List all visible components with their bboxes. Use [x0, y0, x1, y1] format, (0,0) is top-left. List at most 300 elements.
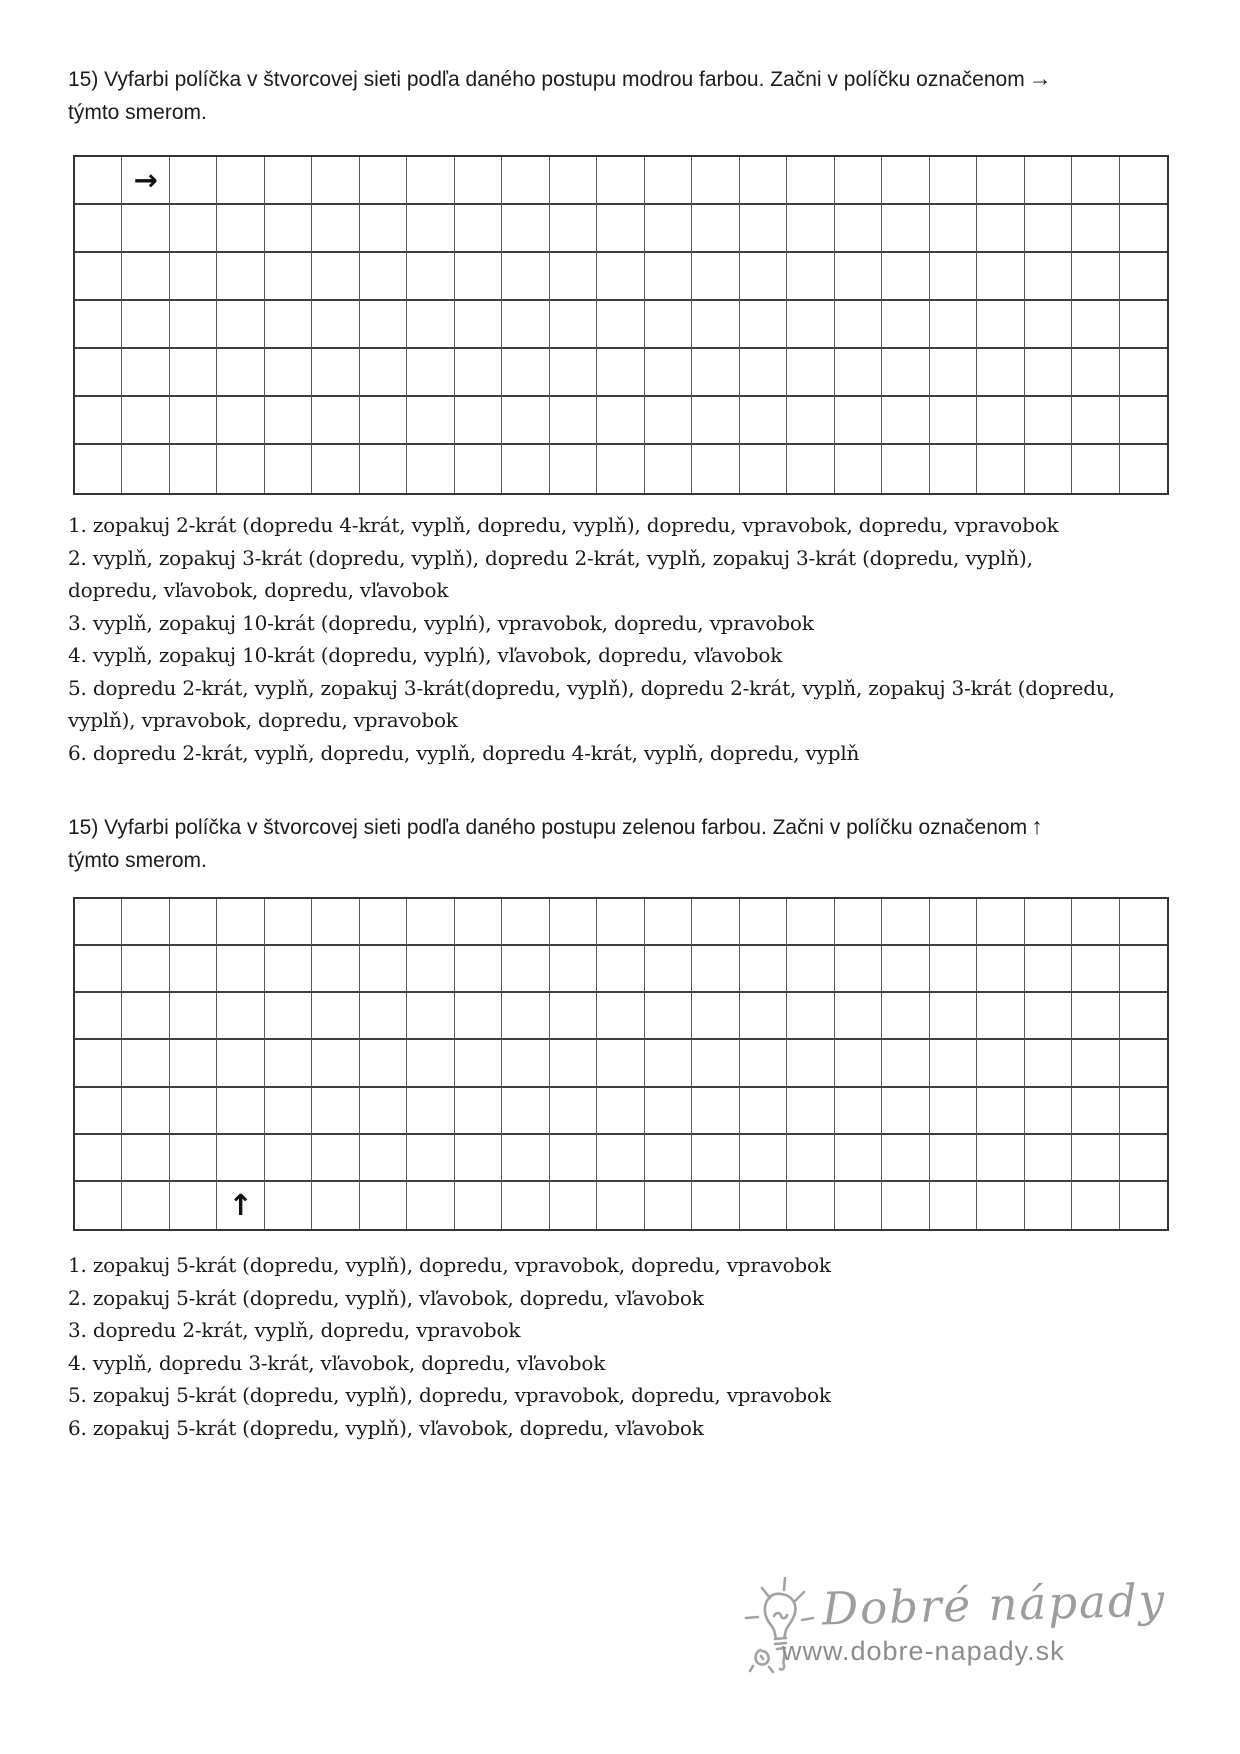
instruction-step: 4. vyplň, zopakuj 10-krát (dopredu, vyplń), vľavobok, dopredu, vľavobok: [68, 643, 783, 667]
grid-cell: [1025, 301, 1072, 349]
instruction-step: 3. dopredu 2-krát, vyplň, dopredu, vpravobok: [68, 1318, 521, 1342]
grid-cell: [407, 349, 454, 397]
grid-cell: [1120, 1040, 1167, 1087]
grid-cell: [835, 157, 882, 205]
grid-cell: [740, 301, 787, 349]
grid-cell: [645, 445, 692, 493]
grid-cell: [1025, 397, 1072, 445]
grid-cell: [1120, 993, 1167, 1040]
grid-cell: [170, 1135, 217, 1182]
grid-cell: [170, 301, 217, 349]
grid-cell: [1120, 1182, 1167, 1229]
grid-cell: [1025, 1182, 1072, 1229]
grid-cell: [75, 899, 122, 946]
grid-cell: [740, 1040, 787, 1087]
grid-cell: [550, 301, 597, 349]
instruction-step: 4. vyplň, dopredu 3-krát, vľavobok, dopredu, vľavobok: [68, 1350, 606, 1375]
grid-cell: [930, 899, 977, 946]
grid-cell: [217, 157, 264, 205]
grid-cell: [835, 1182, 882, 1229]
grid-cell: [502, 993, 549, 1040]
grid-cell: [455, 899, 502, 946]
grid-cell: [122, 1135, 169, 1182]
grid-cell: [360, 253, 407, 301]
grid-cell: [122, 157, 169, 205]
grid-cell: [1120, 205, 1167, 253]
grid-cell: [645, 899, 692, 946]
grid-cell: [312, 445, 359, 493]
grid-cell: [122, 205, 169, 253]
grid-cell: [977, 301, 1024, 349]
grid-cell: [740, 253, 787, 301]
grid-cell: [930, 1182, 977, 1229]
grid-cell: [835, 445, 882, 493]
grid-cell: [360, 1135, 407, 1182]
grid-cell: [1025, 946, 1072, 993]
grid-cell: [75, 349, 122, 397]
grid-cell: [1120, 445, 1167, 493]
grid-cell: [882, 1088, 929, 1135]
grid-cell: [1025, 349, 1072, 397]
grid-cell: [407, 1088, 454, 1135]
grid-cell: [550, 157, 597, 205]
grid-cell: [740, 205, 787, 253]
grid-cell: [265, 1182, 312, 1229]
start-marker-arrow: →: [133, 162, 158, 197]
grid-cell: [740, 157, 787, 205]
grid-cell: [170, 1182, 217, 1229]
grid-cell: [502, 445, 549, 493]
grid-cell: [645, 1088, 692, 1135]
grid-cell: [645, 253, 692, 301]
grid-cell: [502, 946, 549, 993]
grid-cell: [312, 1182, 359, 1229]
grid-cell: [550, 349, 597, 397]
exercise1-instructions: [68, 509, 1116, 769]
grid-cell: [502, 397, 549, 445]
grid-cell: [787, 157, 834, 205]
grid-cell: [1120, 397, 1167, 445]
grid-cell: [882, 1182, 929, 1229]
grid-cell: [1120, 349, 1167, 397]
grid-cell: [882, 1135, 929, 1182]
grid-cell: [977, 157, 1024, 205]
grid-cell: [312, 1040, 359, 1087]
grid-cell: [360, 1040, 407, 1087]
grid-cell: [1120, 1135, 1167, 1182]
grid-cell: [645, 205, 692, 253]
grid-cell: [882, 253, 929, 301]
grid-cell: [597, 445, 644, 493]
grid-cell: [312, 993, 359, 1040]
grid-cell: [455, 1088, 502, 1135]
instruction-step: 2. zopakuj 5-krát (dopredu, vyplň), vľavobok, dopredu, vľavobok: [68, 1285, 704, 1310]
grid-cell: [360, 349, 407, 397]
grid-cell: [645, 349, 692, 397]
grid-cell: [692, 1040, 739, 1087]
grid-cell: [407, 397, 454, 445]
grid-cell: [502, 301, 549, 349]
grid-cell: [407, 1182, 454, 1229]
grid-cell: [787, 301, 834, 349]
grid-cell: [407, 946, 454, 993]
grid-cell: [455, 397, 502, 445]
grid-cell: [1120, 1088, 1167, 1135]
grid-cell: [360, 1182, 407, 1229]
grid-cell: [75, 157, 122, 205]
grid-cell: [360, 946, 407, 993]
grid-cell: [1120, 899, 1167, 946]
grid-cell: [882, 397, 929, 445]
grid-cell: [930, 205, 977, 253]
grid-cell: [977, 1135, 1024, 1182]
grid-cell: [597, 301, 644, 349]
grid-cell: [597, 205, 644, 253]
grid-cell: [170, 397, 217, 445]
grid-cell: [692, 349, 739, 397]
start-marker-arrow: ↑: [228, 1187, 253, 1222]
grid-cell: [122, 993, 169, 1040]
grid-cell: [1025, 445, 1072, 493]
grid-cell: [740, 1182, 787, 1229]
grid-cell: [502, 349, 549, 397]
grid-cell: [265, 946, 312, 993]
grid-cell: [550, 397, 597, 445]
grid-cell: [1025, 1135, 1072, 1182]
grid-cell: [692, 205, 739, 253]
grid-cell: [455, 445, 502, 493]
grid-cell: [787, 205, 834, 253]
grid-cell: [977, 993, 1024, 1040]
grid-cell: [217, 946, 264, 993]
grid-cell: [122, 899, 169, 946]
grid-cell: [645, 993, 692, 1040]
grid-cell: [550, 205, 597, 253]
grid-cell: [455, 946, 502, 993]
grid-cell: [597, 899, 644, 946]
grid-cell: [1025, 253, 1072, 301]
grid-cell: [75, 1088, 122, 1135]
grid-cell: [930, 445, 977, 493]
grid-cell: [360, 301, 407, 349]
grid-cell: [265, 349, 312, 397]
grid-cell: [75, 205, 122, 253]
grid-cell: [597, 1182, 644, 1229]
grid-cell: [787, 445, 834, 493]
grid-cell: [597, 157, 644, 205]
grid-cell: [550, 899, 597, 946]
grid-cell: [502, 157, 549, 205]
grid-cell: [930, 157, 977, 205]
grid-cell: [75, 1040, 122, 1087]
grid-cell: [360, 1088, 407, 1135]
grid-cell: [75, 1182, 122, 1229]
grid-cell: [265, 253, 312, 301]
grid-cell: [597, 1135, 644, 1182]
grid-cell: [217, 253, 264, 301]
grid-cell: [835, 397, 882, 445]
grid-cell: [835, 1088, 882, 1135]
grid-cell: [597, 1088, 644, 1135]
grid-cell: [930, 397, 977, 445]
exercise1-title: [68, 62, 1088, 129]
grid-cell: [835, 205, 882, 253]
grid-cell: [217, 1135, 264, 1182]
grid-cell: [312, 899, 359, 946]
grid-cell: [882, 993, 929, 1040]
grid-cell: [360, 205, 407, 253]
grid-cell: [407, 157, 454, 205]
grid-cell: [75, 397, 122, 445]
grid-cell: [122, 1088, 169, 1135]
grid-cell: [977, 349, 1024, 397]
grid-cell: [645, 946, 692, 993]
grid-cell: [1072, 205, 1119, 253]
grid-cell: [692, 397, 739, 445]
grid-cell: [1072, 301, 1119, 349]
grid-cell: [977, 1040, 1024, 1087]
grid-cell: [360, 993, 407, 1040]
grid-cell: [265, 993, 312, 1040]
grid-cell: [455, 253, 502, 301]
grid-cell: [1072, 157, 1119, 205]
grid-cell: [217, 899, 264, 946]
grid-cell: [692, 157, 739, 205]
grid-cell: [217, 1040, 264, 1087]
grid-cell: [645, 1135, 692, 1182]
grid-cell: [75, 993, 122, 1040]
grid-cell: [882, 349, 929, 397]
grid-cell: [692, 1088, 739, 1135]
grid-cell: [692, 253, 739, 301]
grid-cell: [170, 1088, 217, 1135]
grid-cell: [1025, 1088, 1072, 1135]
grid-cell: [977, 1182, 1024, 1229]
instruction-step: 1. zopakuj 2-krát (dopredu 4-krát, vyplň, dopredu, vyplň), dopredu, vpravobok, dopredu, vpravobok: [68, 513, 1059, 537]
grid-cell: [312, 157, 359, 205]
grid-cell: [882, 946, 929, 993]
grid-cell: [1072, 253, 1119, 301]
brand-name: Dobré nápady: [821, 1573, 1167, 1636]
grid-cell: [265, 445, 312, 493]
grid-cell: [170, 157, 217, 205]
grid-cell: [502, 1182, 549, 1229]
exercise2-title-line2: týmto smerom.: [68, 849, 207, 872]
grid-cell: [1025, 157, 1072, 205]
grid-cell: [977, 899, 1024, 946]
grid-cell: [312, 946, 359, 993]
grid-cell: [217, 1182, 264, 1229]
grid-cell: [360, 445, 407, 493]
grid-cell: [455, 993, 502, 1040]
grid-cell: [597, 946, 644, 993]
grid-cell: [312, 301, 359, 349]
exercise2-title-text: 15) Vyfarbi políčka v štvorcovej sieti podľa daného postupu zelenou farbou. Začni v políčku označenom: [68, 816, 1028, 839]
grid-cell: [550, 1040, 597, 1087]
grid-cell: [217, 993, 264, 1040]
grid-cell: [550, 946, 597, 993]
grid-cell: [75, 253, 122, 301]
grid-cell: [597, 253, 644, 301]
grid-cell: [407, 899, 454, 946]
grid-cell: [122, 445, 169, 493]
grid-cell: [787, 899, 834, 946]
grid-cell: [1072, 1135, 1119, 1182]
grid-cell: [265, 899, 312, 946]
grid-cell: [122, 1040, 169, 1087]
grid-cell: [787, 993, 834, 1040]
grid-cell: [1025, 993, 1072, 1040]
grid-cell: [455, 1135, 502, 1182]
grid-cell: [1025, 899, 1072, 946]
grid-cell: [122, 301, 169, 349]
exercise1-title-text: 15) Vyfarbi políčka v štvorcovej sieti podľa daného postupu modrou farbou. Začni v políčku označenom: [68, 68, 1025, 91]
grid-cell: [787, 253, 834, 301]
grid-cell: [407, 1135, 454, 1182]
grid-cell: [1072, 349, 1119, 397]
grid-cell: [407, 993, 454, 1040]
grid-cell: [217, 205, 264, 253]
grid-cell: [835, 253, 882, 301]
grid-cell: [1120, 301, 1167, 349]
instruction-step: 2. vyplň, zopakuj 3-krát (dopredu, vyplň), dopredu 2-krát, vyplň, zopakuj 3-krát (dopredu, vyplň), dopredu, vľavobok, dopredu, vľavobok: [68, 545, 1033, 602]
grid-cell: [550, 445, 597, 493]
grid-cell: [455, 301, 502, 349]
grid-cell: [645, 301, 692, 349]
grid-cell: [502, 253, 549, 301]
grid-cell: [882, 157, 929, 205]
grid-cell: [170, 205, 217, 253]
grid-cell: [1072, 946, 1119, 993]
exercise2-title: [68, 810, 1088, 877]
instruction-step: 1. zopakuj 5-krát (dopredu, vyplň), dopredu, vpravobok, dopredu, vpravobok: [68, 1253, 831, 1277]
grid-cell: [882, 205, 929, 253]
grid-cell: [787, 1040, 834, 1087]
grid-cell: [407, 445, 454, 493]
grid-cell: [502, 1040, 549, 1087]
grid-cell: [692, 899, 739, 946]
grid-cell: [930, 301, 977, 349]
grid-cell: [597, 1040, 644, 1087]
grid-cell: [740, 1088, 787, 1135]
grid-cell: [645, 1182, 692, 1229]
grid-cell: [170, 1040, 217, 1087]
grid-cell: [312, 397, 359, 445]
grid-cell: [835, 993, 882, 1040]
exercise1-title-line2: týmto smerom.: [68, 101, 207, 124]
grid-cell: [1072, 993, 1119, 1040]
grid-cell: [740, 397, 787, 445]
grid-cell: [787, 349, 834, 397]
exercise2-grid: [73, 897, 1169, 1231]
grid-cell: [692, 1135, 739, 1182]
grid-cell: [502, 1135, 549, 1182]
exercise1-grid: [73, 155, 1169, 495]
grid-cell: [740, 1135, 787, 1182]
up-arrow-icon: ↑: [1031, 813, 1043, 839]
grid-cell: [360, 899, 407, 946]
grid-cell: [75, 1135, 122, 1182]
grid-cell: [550, 1088, 597, 1135]
grid-cell: [882, 899, 929, 946]
grid-cell: [930, 993, 977, 1040]
grid-cell: [692, 301, 739, 349]
grid-cell: [787, 1182, 834, 1229]
grid-cell: [455, 1182, 502, 1229]
grid-cell: [75, 946, 122, 993]
grid-cell: [882, 445, 929, 493]
grid-cell: [977, 397, 1024, 445]
grid-cell: [977, 1088, 1024, 1135]
grid-cell: [930, 1135, 977, 1182]
right-arrow-icon: →: [1028, 65, 1052, 91]
grid-cell: [787, 1088, 834, 1135]
grid-cell: [977, 253, 1024, 301]
grid-cell: [882, 1040, 929, 1087]
grid-cell: [977, 205, 1024, 253]
grid-cell: [740, 946, 787, 993]
grid-cell: [835, 899, 882, 946]
grid-cell: [407, 301, 454, 349]
grid-cell: [882, 301, 929, 349]
grid-cell: [692, 1182, 739, 1229]
grid-cell: [502, 899, 549, 946]
grid-cell: [122, 349, 169, 397]
grid-cell: [930, 946, 977, 993]
grid-cell: [502, 1088, 549, 1135]
grid-cell: [1072, 445, 1119, 493]
grid-cell: [930, 1040, 977, 1087]
grid-cell: [122, 946, 169, 993]
grid-cell: [1025, 205, 1072, 253]
grid-cell: [692, 445, 739, 493]
footer-logo: [740, 1568, 1167, 1688]
grid-cell: [930, 1088, 977, 1135]
grid-cell: [265, 1088, 312, 1135]
grid-cell: [312, 205, 359, 253]
grid-cell: [217, 445, 264, 493]
grid-cell: [597, 993, 644, 1040]
grid-cell: [407, 253, 454, 301]
grid-cell: [170, 253, 217, 301]
grid-cell: [1120, 157, 1167, 205]
grid-cell: [170, 445, 217, 493]
grid-cell: [407, 205, 454, 253]
grid-cell: [930, 349, 977, 397]
grid-cell: [740, 445, 787, 493]
grid-cell: [835, 301, 882, 349]
grid-cell: [75, 445, 122, 493]
grid-cell: [312, 253, 359, 301]
grid-cell: [1120, 253, 1167, 301]
grid-cell: [740, 993, 787, 1040]
grid-cell: [360, 157, 407, 205]
instruction-step: 5. zopakuj 5-krát (dopredu, vyplň), dopredu, vpravobok, dopredu, vpravobok: [68, 1383, 831, 1407]
grid-cell: [1072, 397, 1119, 445]
grid-cell: [265, 397, 312, 445]
grid-cell: [265, 301, 312, 349]
grid-cell: [217, 397, 264, 445]
grid-cell: [1072, 899, 1119, 946]
grid-cell: [122, 253, 169, 301]
grid-cell: [645, 1040, 692, 1087]
grid-cell: [407, 1040, 454, 1087]
grid-cell: [170, 946, 217, 993]
grid-cell: [692, 993, 739, 1040]
grid-cell: [692, 946, 739, 993]
instruction-step: 3. vyplň, zopakuj 10-krát (dopredu, vyplń), vpravobok, dopredu, vpravobok: [68, 610, 814, 635]
grid-cell: [170, 349, 217, 397]
